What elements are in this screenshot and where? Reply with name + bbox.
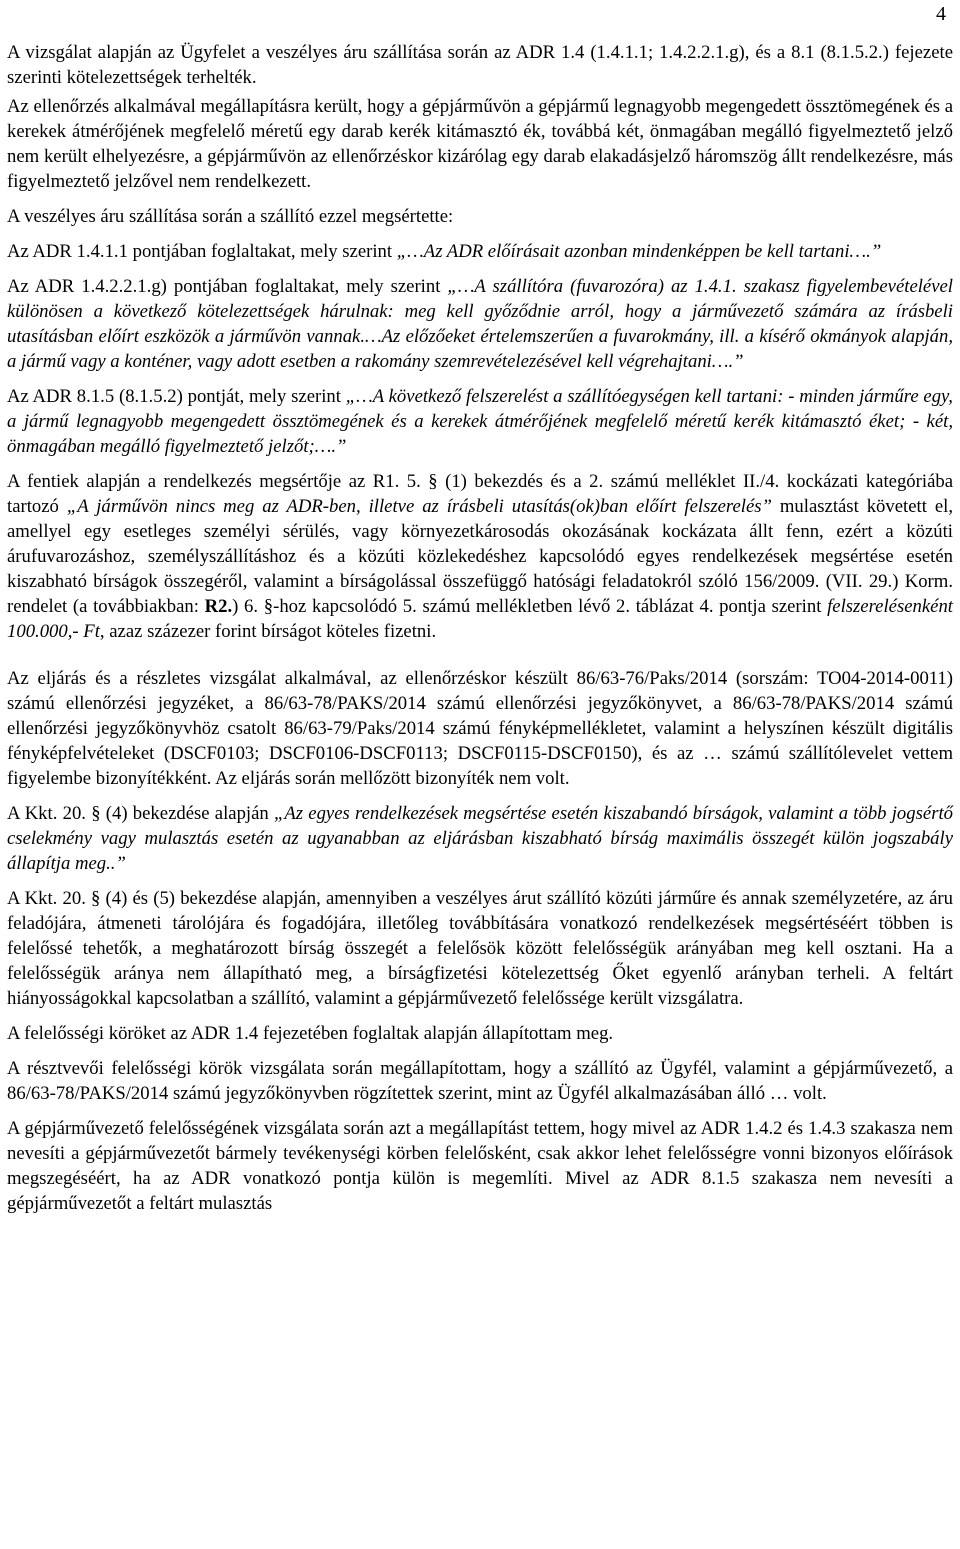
text-run: ) 6. §-hoz kapcsolódó 5. számú mellékletben lévő 2. táblázat 4. pontja szerint xyxy=(232,596,828,617)
quote-run: „…A következő felszerelést a szállítóegységen kell tartani: - minden járműre egy, a jármű legnagyobb megengedett össztömegének és a kerekek átmérőjének megfelelő méretű kerék kitámasztó éket; - két, önmagában megálló figyelmeztető jelzőt;….” xyxy=(7,386,953,457)
paragraph-driver-responsibility xyxy=(7,1116,953,1216)
bold-run: R2. xyxy=(204,596,233,617)
paragraph-kkt-20-4-5 xyxy=(7,886,953,1011)
text-run: A Kkt. 20. § (4) és (5) bekezdése alapján, amennyiben a veszélyes árut szállító közúti járműre és annak személyzetére, az áru feladójára, átmeneti tárolójára és fogadójára, illetőleg továbbítására vonatkozó rendelkezések megsértéséért többen is felelőssé tehetők, a meghatározott bírság összegét a felelősök között felelősségük arányában meg kell osztani. Ha a felelősségük aránya nem állapítható meg, a bírságfizetési kötelezettség Őket egyenlő arányban terheli. A feltárt hiányosságokkal kapcsolatban a szállító, valamint a gépjárművezető felelőssége került vizsgálatra. xyxy=(7,888,953,1009)
text-run: , azaz százezer forint bírságot köteles fizetni. xyxy=(99,621,437,642)
text-run: A veszélyes áru szállítása során a szállító ezzel megsértette: xyxy=(7,206,454,227)
paragraph-responsibility-basis xyxy=(7,1021,953,1046)
quote-run: „…A szállítóra (fuvarozóra) az 1.4.1. szakasz figyelembevételével különösen a következő kötelezettségek hárulnak: meg kell győződnie arról, hogy a járművezető számára az írásbeli utasításban előírt eszközök a járművön vannak.…Az előzőeket értelemszerűen a fuvarokmány, ill. a kísérő okmányok alapján, a jármű vagy a konténer, vagy adott esetben a rakomány szemrevételezésével kell végrehajtani….” xyxy=(7,276,953,372)
quote-run: „Az egyes rendelkezések megsértése esetén kiszabandó bírságok, valamint a több jogsértő cselekmény vagy mulasztás esetén az ugyanabban az eljárásban kiszabható bírság maximális összegét külön jogszabály állapítja meg..” xyxy=(7,803,953,874)
text-run: Az ADR 1.4.1.1 pontjában foglaltakat, mely szerint xyxy=(7,241,397,262)
document-body xyxy=(7,40,953,1226)
paragraph-inspection-findings xyxy=(7,94,953,194)
paragraph-adr-1-4-1-1 xyxy=(7,239,953,264)
text-run: A Kkt. 20. § (4) bekezdése alapján xyxy=(7,803,274,824)
italic-run: felszerelésenként 100.000,- Ft xyxy=(7,596,953,642)
paragraph-evidence xyxy=(7,666,953,791)
text-run: A vizsgálat alapján az Ügyfelet a veszélyes áru szállítása során az ADR 1.4 (1.4.1.1; 1.4.2.2.1.g), és a 8.1 (8.1.5.2.) fejezete szerinti kötelezettségek terhelték. xyxy=(7,42,953,88)
text-run: Az ADR 1.4.2.2.1.g) pontjában foglaltakat, mely szerint xyxy=(7,276,448,297)
text-run: A fentiek alapján a rendelkezés megsértője az R1. 5. § (1) bekezdés és a 2. számú melléklet II./4. kockázati kategóriába tartozó xyxy=(7,471,953,517)
quote-run: „A járművön nincs meg az ADR-ben, illetve az írásbeli utasítás(ok)ban előírt felszerelés” xyxy=(66,496,772,517)
quote-run: „…Az ADR előírásait azonban mindenképpen be kell tartani….” xyxy=(396,241,882,262)
text-run: Az eljárás és a részletes vizsgálat alkalmával, az ellenőrzéskor készült 86/63-76/Paks/2014 (sorszám: TO04-2014-0011) számú ellenőrzési jegyzéket, a 86/63-78/PAKS/2014 számú ellenőrzési jegyzőkönyvet, a 86/63-78/PAKS/2014 számú ellenőrzési jegyzőkönyvhöz csatolt 86/63-79/Paks/2014 számú fényképmellékletet, valamint a helyszínen készült digitális fényképfelvételeket (DSCF0103; DSCF0106-DSCF0113; DSCF0115-DSCF0150), és az … számú szállítólevelet vettem figyelembe bizonyítékként. Az eljárás során mellőzött bizonyíték nem volt. xyxy=(7,668,953,789)
text-run: A résztvevői felelősségi körök vizsgálata során megállapítottam, hogy a szállító az Ügyfél, valamint a gépjárművezető, a 86/63-78/PAKS/2014 számú jegyzőkönyvben rögzítettek szerint, mint az Ügyfél alkalmazásában álló … volt. xyxy=(7,1058,953,1104)
page-number: 4 xyxy=(936,3,946,25)
text-run: mulasztást követett el, amellyel egy esetleges személyi sérülés, vagy környezetkárosodás okozásának kockázata állt fenn, ezért a közúti árufuvarozáshoz, személyszállításhoz és a közúti közlekedéshez kapcsolódó egyes rendelkezések megsértése esetén kiszabható bírságok összegéről, valamint a bírságolással összefüggő hatósági feladatokról szóló 156/2009. (VII. 29.) Korm. rendelet (a továbbiakban: xyxy=(7,496,953,617)
paragraph-breach-intro xyxy=(7,204,953,229)
text-run: A felelősségi köröket az ADR 1.4 fejezetében foglaltak alapján állapítottam meg. xyxy=(7,1023,614,1044)
paragraph-violation-summary xyxy=(7,40,953,90)
paragraph-participants xyxy=(7,1056,953,1106)
text-run: Az ADR 8.1.5 (8.1.5.2) pontját, mely szerint xyxy=(7,386,346,407)
paragraph-kkt-20-4 xyxy=(7,801,953,876)
paragraph-adr-1-4-2-2-1 xyxy=(7,274,953,374)
text-run: A gépjárművezető felelősségének vizsgálata során azt a megállapítást tettem, hogy mivel az ADR 1.4.2 és 1.4.3 szakasza nem nevesíti a gépjárművezetőt bármely tevékenységi körben felelősként, csak akkor lehet felelősségre vonni bizonyos előírások megszegéséért, ha az ADR vonatkozó pontja külön is megemlíti. Mivel az ADR 8.1.5 szakasza nem nevesíti a gépjárművezetőt a feltárt mulasztás xyxy=(7,1118,953,1214)
paragraph-adr-8-1-5 xyxy=(7,384,953,459)
paragraph-fine-determination xyxy=(7,469,953,644)
text-run: Az ellenőrzés alkalmával megállapításra került, hogy a gépjárművön a gépjármű legnagyobb megengedett össztömegének és a kerekek átmérőjének megfelelő méretű egy darab kerék kitámasztó ék, továbbá két, önmagában megálló figyelmeztető jelző nem került elhelyezésre, a gépjárművön az ellenőrzéskor kizárólag egy darab elakadásjelző háromszög állt rendelkezésre, más figyelmeztető jelzővel nem rendelkezett. xyxy=(7,96,953,192)
